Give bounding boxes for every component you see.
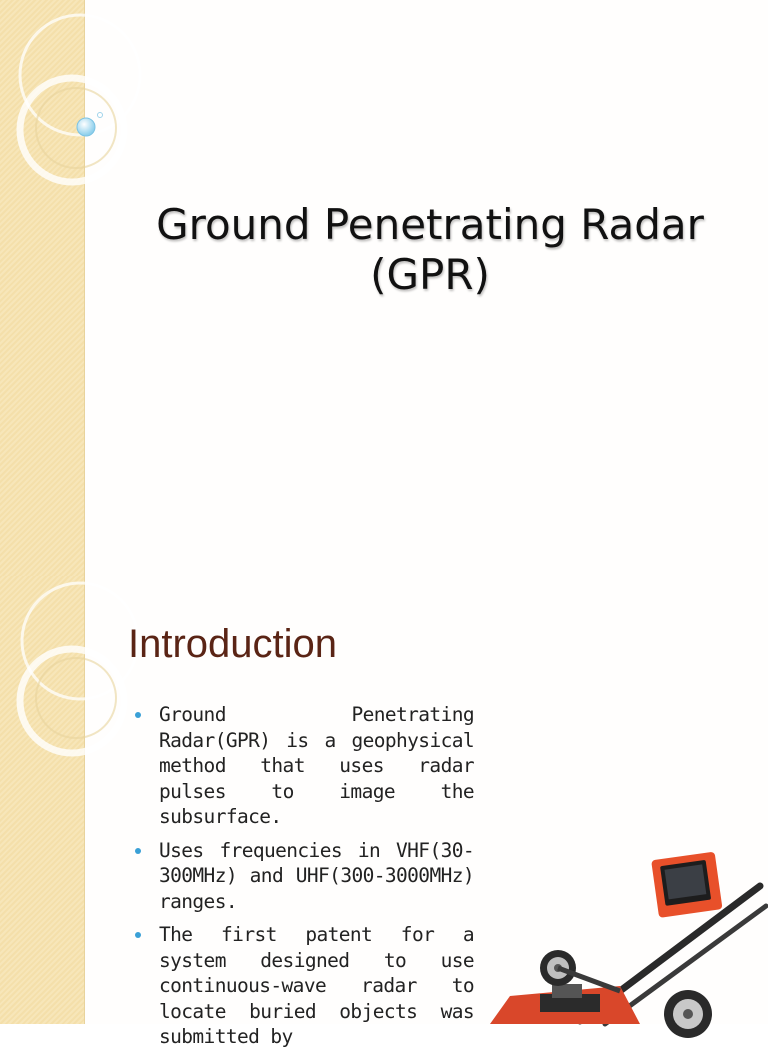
bubble-icon xyxy=(74,108,108,142)
slide-title xyxy=(110,200,750,300)
bullet-text: Uses frequencies in VHF(30-300MHz) and UHF(300-3000MHz) ranges. xyxy=(159,838,474,913)
title-line-1: Ground Penetrating Radar xyxy=(156,200,704,250)
introduction-slide xyxy=(0,576,768,1048)
decorative-side-band xyxy=(0,576,85,1024)
bullet-icon xyxy=(135,712,141,718)
decorative-circles-icon xyxy=(0,0,84,576)
gpr-device-image xyxy=(470,846,768,1024)
bullet-item xyxy=(132,702,474,830)
title-line-2: (GPR) xyxy=(370,250,490,300)
bullet-icon xyxy=(135,932,141,938)
bullet-text: The first patent for a system designed to use continuous-wave radar to locate buried objects was submitted by xyxy=(159,923,474,1048)
bullet-item xyxy=(132,922,474,1050)
decorative-circles-icon xyxy=(0,576,84,1024)
bullet-text: Ground Penetrating Radar(GPR) is a geophysical method that uses radar pulses to image the subsurface. xyxy=(159,703,474,828)
bullet-item xyxy=(132,838,474,915)
decorative-side-band xyxy=(0,0,85,576)
bullet-icon xyxy=(135,848,141,854)
bullet-list xyxy=(132,702,474,1058)
section-heading: Introduction xyxy=(128,622,338,666)
